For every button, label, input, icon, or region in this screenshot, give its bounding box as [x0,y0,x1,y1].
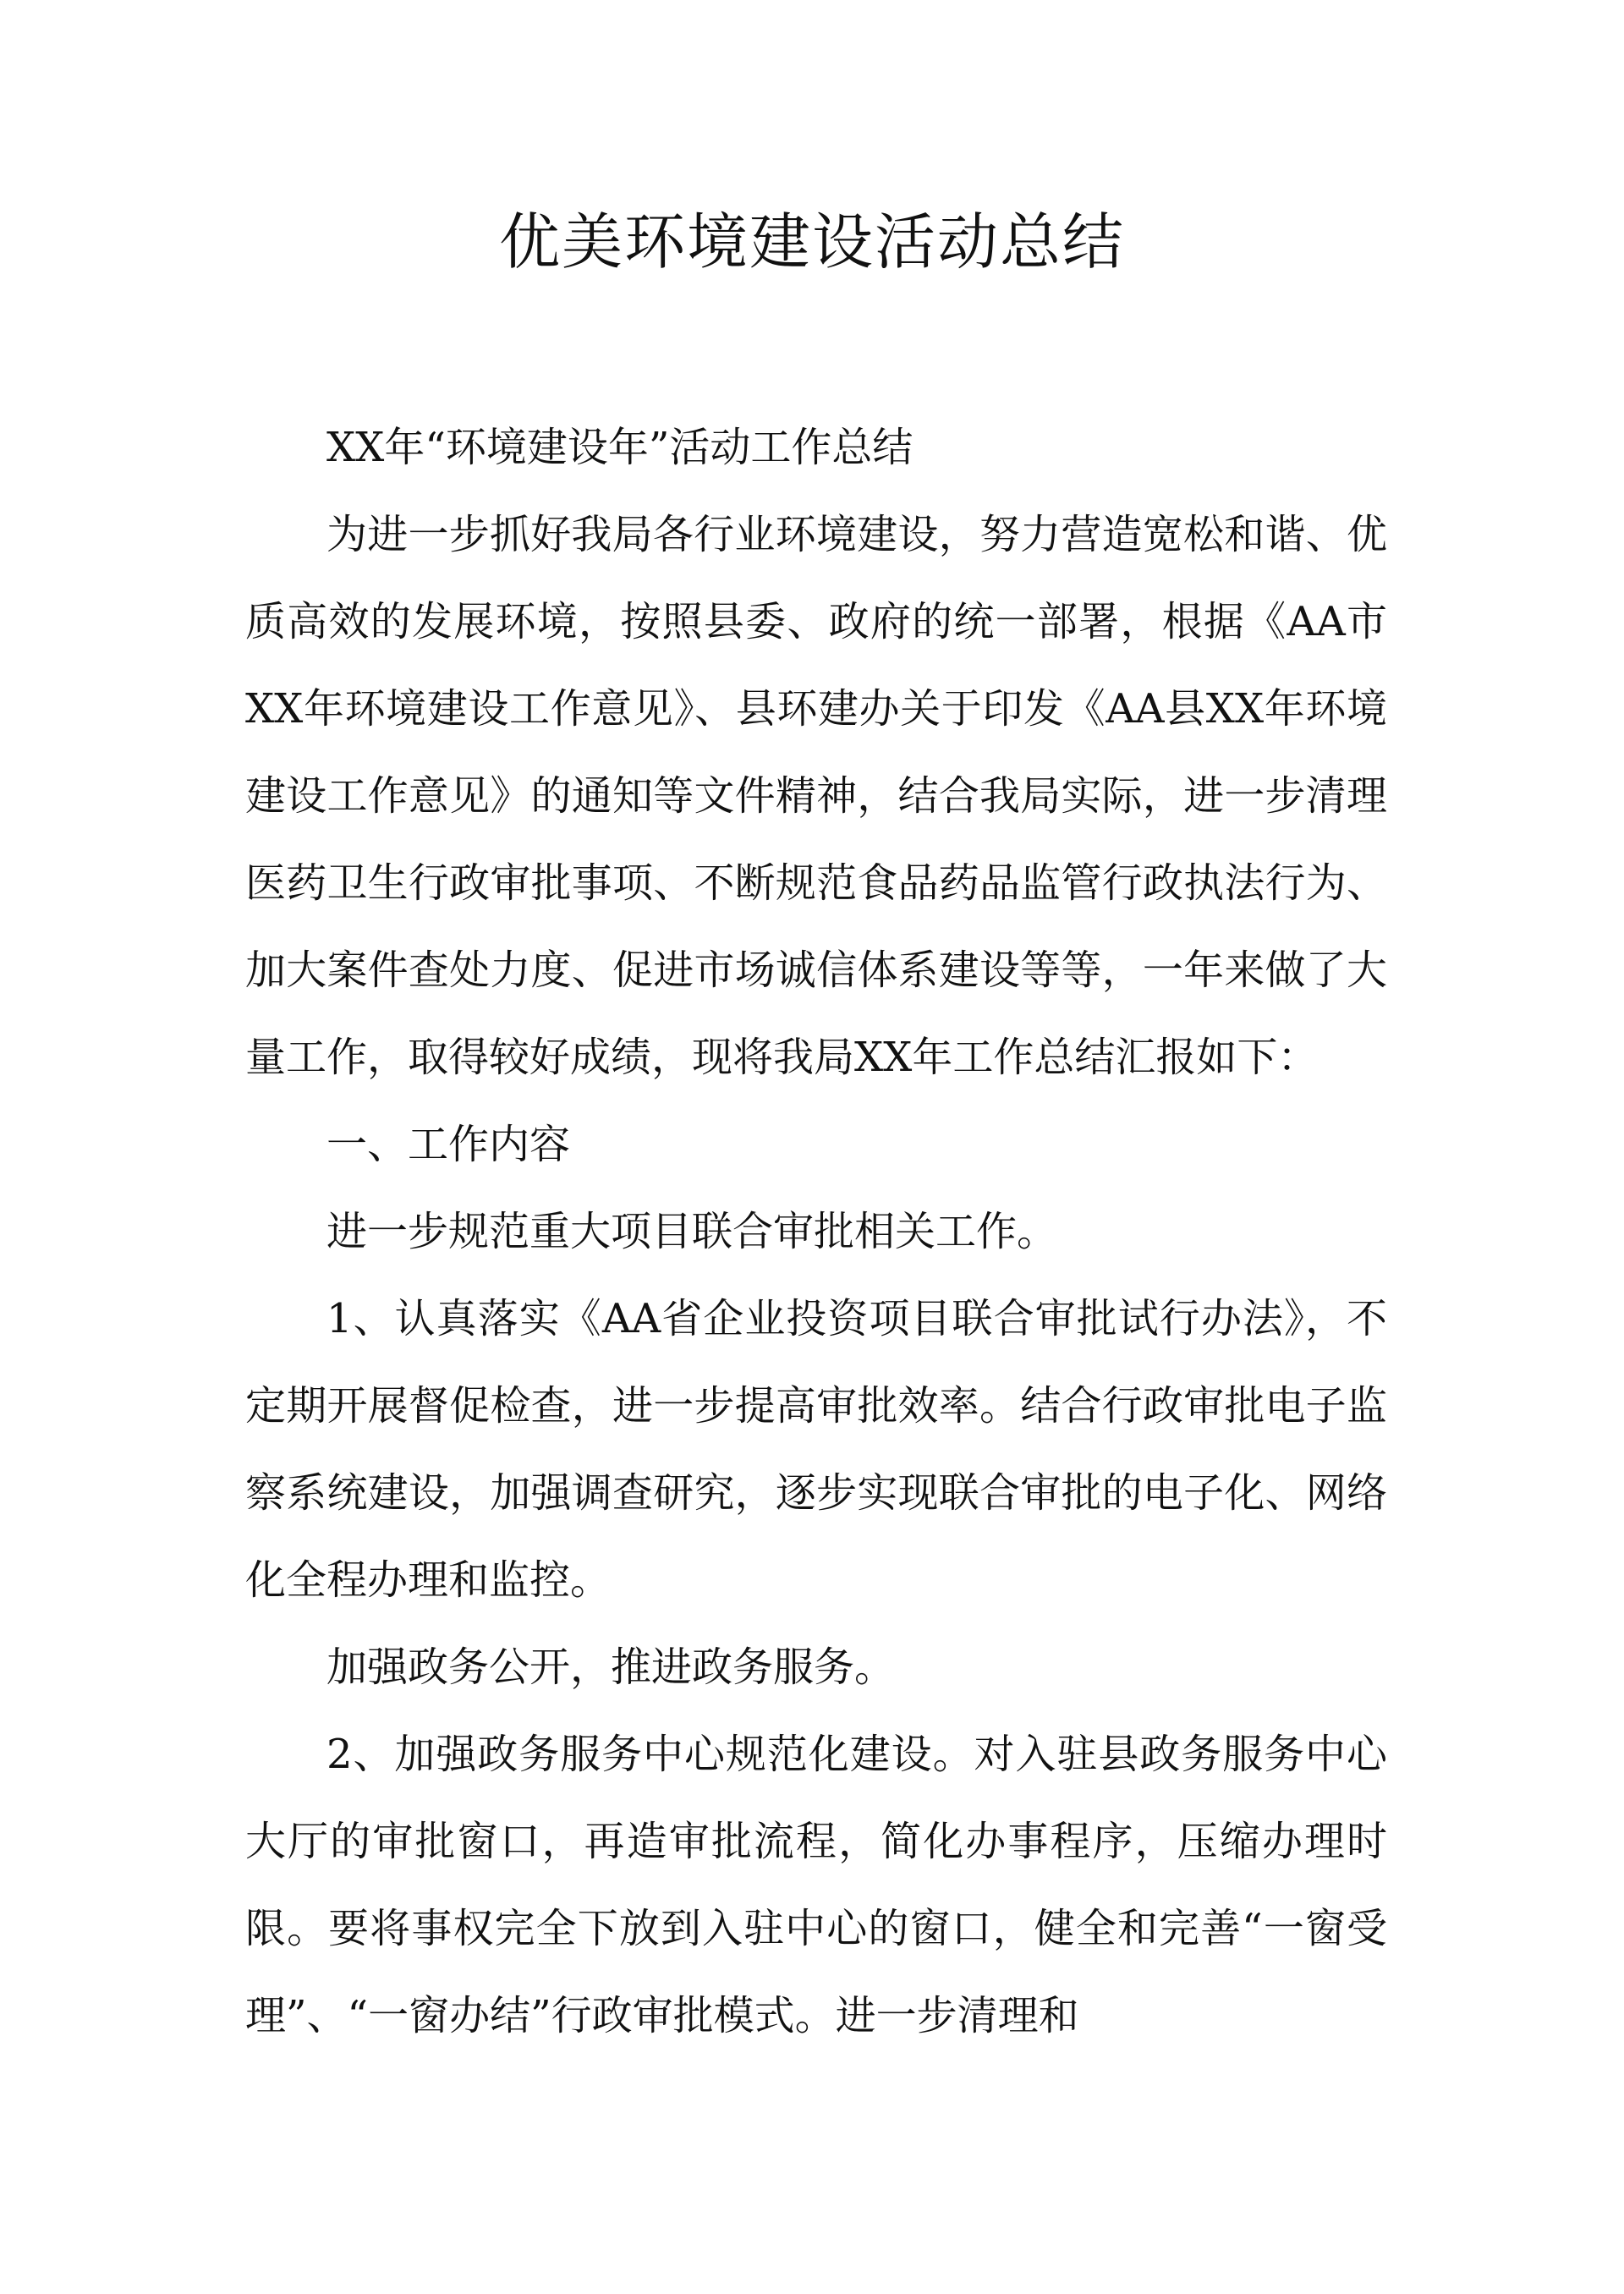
subtitle-paragraph: XX年“环境建设年”活动工作总结 [326,424,914,471]
item-heading: 加强政务公开，推进政务服务。 [326,1644,896,1691]
document-body [245,404,1387,2060]
item-paragraph: 1、认真落实《AA省企业投资项目联合审批试行办法》，不定期开展督促检查，进一步提高审批效率。结合行政审批电子监察系统建设，加强调查研究，逐步实现联合审批的电子化、网络化全程办理和监控。 [245,1295,1387,1604]
intro-paragraph: 为进一步抓好我局各行业环境建设，努力营造宽松和谐、优质高效的发展环境，按照县委、政府的统一部署，根据《AA市XX年环境建设工作意见》、县环建办关于印发《AA县XX年环境建设工作意见》的通知等文件精神，结合我局实际，进一步清理医药卫生行政审批事项、不断规范食品药品监管行政执法行为、加大案件查处力度、促进市场诚信体系建设等等，一年来做了大量工作，取得较好成绩，现将我局XX年工作总结汇报如下： [245,511,1387,1081]
item-paragraph: 2、加强政务服务中心规范化建设。对入驻县政务服务中心大厅的审批窗口，再造审批流程，简化办事程序，压缩办理时限。要将事权完全下放到入驻中心的窗口，健全和完善“一窗受理”、“一窗办结”行政审批模式。进一步清理和 [245,1731,1387,2039]
document-title: 优美环境建设活动总结 [498,206,1125,277]
section-heading: 一、工作内容 [326,1121,571,1168]
item-heading: 进一步规范重大项目联合审批相关工作。 [326,1208,1058,1255]
